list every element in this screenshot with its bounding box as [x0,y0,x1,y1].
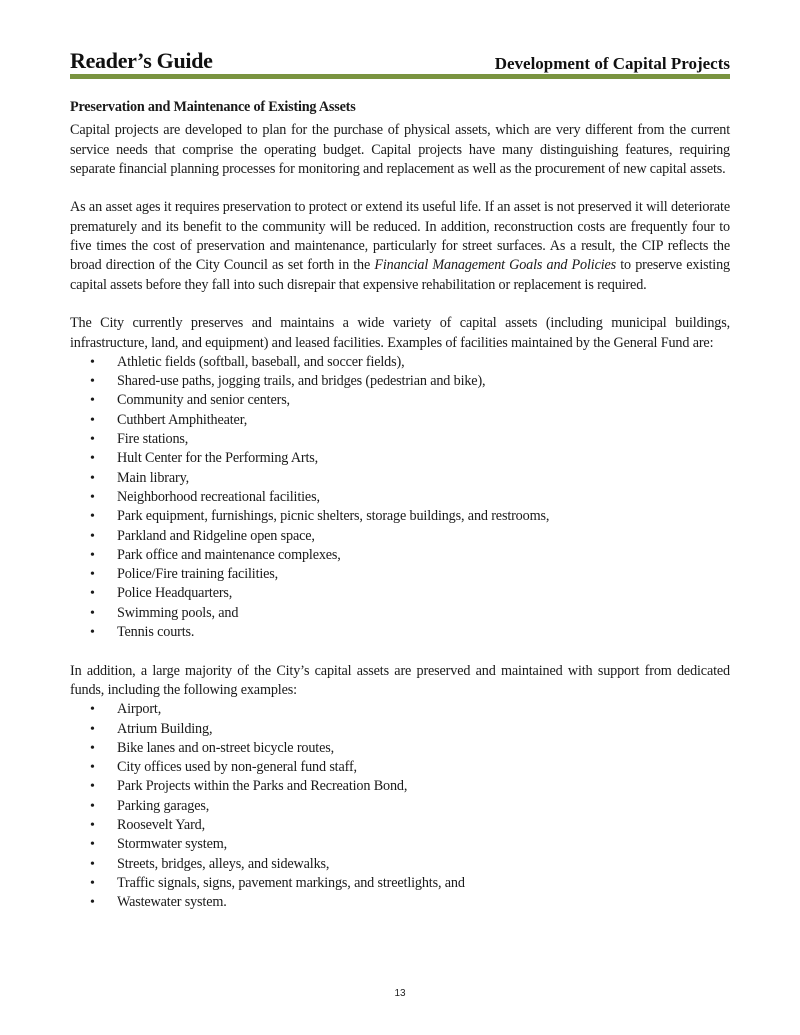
list-item-text: Police/Fire training facilities, [117,566,279,583]
list-item [70,739,730,758]
bullet-icon: • [90,354,95,370]
bullet-icon: • [90,567,95,583]
bullet-icon: • [90,875,95,891]
list-item [70,758,730,777]
list-item [70,584,730,603]
list-item [70,604,730,623]
bullet-icon: • [90,451,95,467]
list-item-text: Atrium Building, [117,720,213,737]
policy-document-title: Financial Management Goals and Policies [374,257,617,274]
list-item [70,372,730,391]
list-item-text: Athletic fields (softball, baseball, and soccer fields), [117,353,405,370]
list-item [70,353,730,372]
header-chapter-title: Development of Capital Projects [494,54,730,73]
list-item-text: Parkland and Ridgeline open space, [117,527,315,544]
list-item-text: Parking garages, [117,797,210,814]
bullet-icon: • [90,702,95,718]
list-item [70,527,730,546]
page-header [70,46,730,74]
list-item-text: City offices used by non-general fund staff, [117,759,357,776]
list-item [70,391,730,410]
paragraph-asset-aging-text-2: to preserve existing capital assets before they fall into such disrepair that expensive rehabilitation or replacement is required. [70,257,730,293]
list-item-text: Stormwater system, [117,836,227,853]
list-item [70,777,730,796]
list-item [70,700,730,719]
list-item [70,565,730,584]
list-item [70,623,730,642]
list-item-text: Cuthbert Amphitheater, [117,411,248,428]
general-fund-list [70,353,730,642]
paragraph-asset-aging [70,198,730,294]
paragraph-general-fund: The City currently preserves and maintains a wide variety of capital assets (including municipal buildings, infrastructure, land, and equipment) and leased facilities. Examples of facilities maintained by the General Fund are: [70,315,730,351]
bullet-icon: • [90,721,95,737]
list-item [70,488,730,507]
page-content [70,98,730,932]
bullet-icon: • [90,393,95,409]
paragraph-asset-aging-text-1: As an asset ages it requires preservation to protect or extend its useful life. If an asset is not preserved it will deteriorate prematurely and its benefit to the community will be reduced. In addition, reconstruction costs are frequently four to five times the cost of preservation and maintenance, particularly for street surfaces. As a result, the CIP reflects the broad direction of the City Council as set forth in the [70,199,730,274]
bullet-icon: • [90,528,95,544]
bullet-icon: • [90,837,95,853]
bullet-icon: • [90,432,95,448]
list-item [70,816,730,835]
bullet-icon: • [90,509,95,525]
paragraph-intro: Capital projects are developed to plan for the purchase of physical assets, which are very different from the current service needs that comprise the operating budget. Capital projects have many distinguishing features, requiring separate financial planning processes for monitoring and replacement as well as the procurement of new capital assets. [70,122,730,177]
bullet-icon: • [90,412,95,428]
section-heading: Preservation and Maintenance of Existing Assets [70,99,356,115]
bullet-icon: • [90,798,95,814]
list-item-text: Park office and maintenance complexes, [117,546,341,563]
list-item [70,874,730,893]
bullet-icon: • [90,586,95,602]
list-item [70,546,730,565]
bullet-icon: • [90,374,95,390]
list-item-text: Roosevelt Yard, [117,816,205,833]
list-item [70,449,730,468]
bullet-icon: • [90,470,95,486]
list-item-text: Traffic signals, signs, pavement markings, and streetlights, and [117,874,465,891]
list-item-text: Neighborhood recreational facilities, [117,488,320,505]
list-item [70,797,730,816]
list-item [70,720,730,739]
bullet-icon: • [90,760,95,776]
list-item [70,430,730,449]
list-item [70,469,730,488]
list-item-text: Bike lanes and on-street bicycle routes, [117,739,334,756]
list-item-text: Main library, [117,469,189,486]
list-item [70,411,730,430]
bullet-icon: • [90,547,95,563]
bullet-icon: • [90,779,95,795]
list-item [70,507,730,526]
list-item-text: Tennis courts. [117,624,195,641]
list-item-text: Fire stations, [117,431,189,448]
bullet-icon: • [90,895,95,911]
bullet-icon: • [90,605,95,621]
list-item-text: Hult Center for the Performing Arts, [117,450,319,467]
bullet-icon: • [90,817,95,833]
list-item [70,893,730,912]
list-item [70,855,730,874]
header-divider-rule [70,74,730,79]
page-number: 13 [394,988,406,999]
dedicated-fund-list [70,700,730,912]
list-item-text: Shared-use paths, jogging trails, and bridges (pedestrian and bike), [117,373,486,390]
list-item-text: Swimming pools, and [117,604,239,621]
bullet-icon: • [90,856,95,872]
list-item-text: Airport, [117,701,162,718]
bullet-icon: • [90,489,95,505]
bullet-icon: • [90,740,95,756]
list-item [70,835,730,854]
list-item-text: Park Projects within the Parks and Recreation Bond, [117,778,408,795]
list-item-text: Park equipment, furnishings, picnic shelters, storage buildings, and restrooms, [117,508,550,525]
list-item-text: Streets, bridges, alleys, and sidewalks, [117,855,330,872]
header-section-title: Reader’s Guide [70,48,213,73]
list-item-text: Community and senior centers, [117,392,290,409]
paragraph-dedicated-funds: In addition, a large majority of the City’s capital assets are preserved and maintained with support from dedicated funds, including the following examples: [70,662,730,698]
list-item-text: Wastewater system. [117,894,227,911]
bullet-icon: • [90,625,95,641]
list-item-text: Police Headquarters, [117,585,233,602]
